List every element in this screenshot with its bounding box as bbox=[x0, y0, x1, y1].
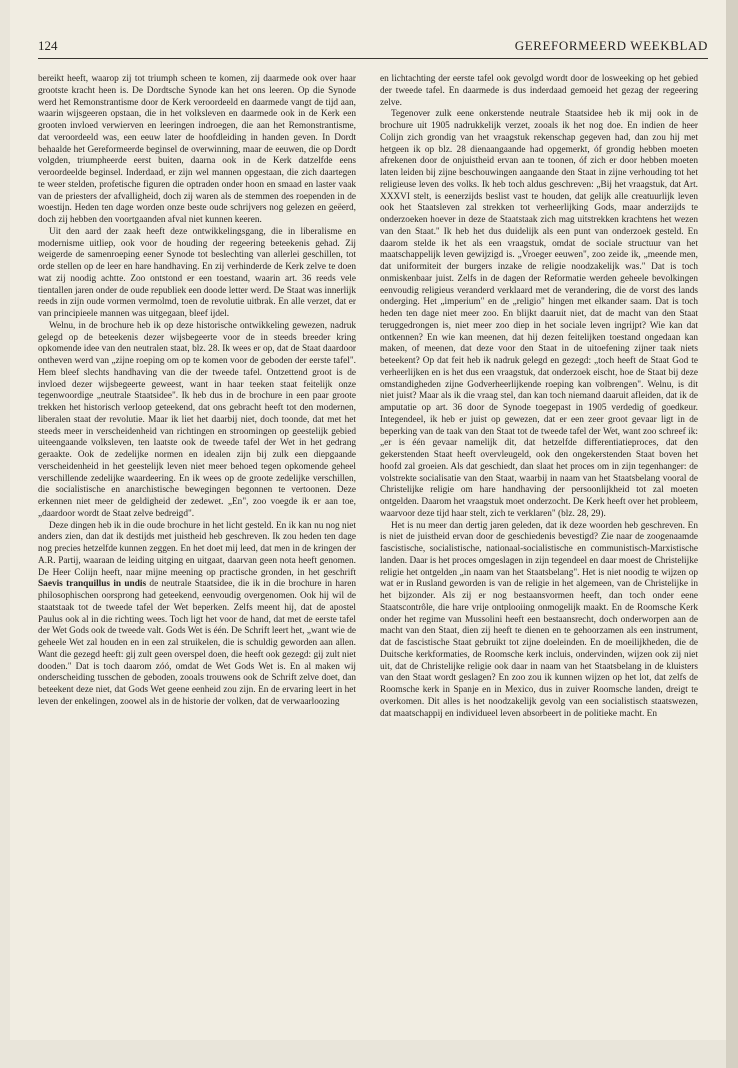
paragraph: Tegenover zulk eene onkerstende neutrale Staatsidee heb ik mij ook in de brochure uit 1905 nadrukkelijk verzet, zooals ik het nog doe. En indien de heer Colijn zich grondig van het vraagstuk rekenschap gegeven had, dan zou hij met hetgeen ik op blz. 28 dienaangaande had opgemerkt, óf grondig hebben moeten afrekenen door de onjuistheid ervan aan te toonen, óf zich er door hebben moeten laten leiden bij zijne beschouwingen aangaande den Staat in zijne verhouding tot het religieuse leven des volks. Ik heb toch aldus geschreven: „Bij het vraagstuk, dat Art. XXXVI stelt, is eenerzijds beslist vast te houden, dat gelijk alle creatuurlijk leven ook het Staatsleven zal strekken tot verheerlijking Gods, maar anderzijds te onderzoeken hoever in deze de Staatstaak zich mag uitstrekken krachtens het wezen van den Staat." Ik heb het dus duidelijk als een punt van onderzoek gesteld. En daarom stelde ik het als een vraagstuk, omdat de sociale structuur van het maatschappelijk leven gewijzigd is. „Vroeger eeuwen", zoo zeide ik, „meende men, dat uniformiteit der burgers inzake de religie noodzakelijk was." Dat is toch onmiskenbaar juist. Zelfs in de dagen der Reformatie werden geheele bevolkingen eenvoudig religieus veranderd verklaard met de verandering, die de vorst des lands onderging. Het „imperium" en de „religio" hingen met elkander saam. Dat is toch heden ten dage niet meer zoo. En blijkt daaruit niet, dat de macht van den Staat teruggedrongen is, niet meer zoo diep in het sociale leven ingrijpt? Wie kan dat ontkennen? En wie kan meenen, dat hij dezen feitelijken toestand ongedaan kan maken, of meenen, dat deze voor den Staat in de uitoefening zijner taak niets beteekent? Op dat feit heb ik nadruk gelegd en gezegd: „toch heeft de Staat God te verheerlijken en is het dus een vraagstuk, dat onderzoek eischt, hoe de Staat bij deze omstandigheden zijne Godverheerlijkende roeping kan volbrengen". Welnu, is dit niet juist? Maar als ik die vraag stel, dan kan toch niemand daaruit afleiden, dat ik de amputatie op art. 36 door de Synode toegepast in 1905 verdedig of goedkeur. Integendeel, ik heb er juist op gewezen, dat er een zeer groot gevaar ligt in de beperking van de taak van den Staat tot de tweede tafel der Wet, want zoo schreef ik: „er is één gevaar namelijk dit, dat hetzelfde differentiatieproces, dat den gekerstenden Staat heeft overvleugeld, ook den ongekerstenden Staat boven het hoofd zal groeien. Als dat geschiedt, dan slaat het proces om in zijn tegenhanger: de volstrekte socialisatie van den Staat, waarbij in naam van het Staatsbelang vooral de Christelijke religie om hare handhaving der persoonlijkheid tot zal moeten ontgelden. Daarom het vraagstuk moet onderzocht. De Kerk heeft over het probleem, waarvoor deze tijd haar stelt, zich te verklaren" (blz. 28, 29). bbox=[380, 109, 698, 519]
paragraph bbox=[38, 521, 356, 709]
page-header bbox=[38, 38, 708, 58]
paragraph: en lichtachting der eerste tafel ook gevolgd wordt door de losweeking op het gebied der tweede tafel. En daarmede is dus inderdaad gemoeid het gezag der regeering zelve. bbox=[380, 74, 698, 108]
journal-title: GEREFORMEERD WEEKBLAD bbox=[514, 38, 708, 53]
left-column bbox=[38, 74, 356, 1032]
header-rule bbox=[38, 58, 708, 59]
paragraph: bereikt heeft, waarop zij tot triumph scheen te komen, zij daarmede ook over haar grootste kracht heen is. De Dordtsche Synode kan het ons leeren. Op die Synode werd het Remonstrantisme door de Kerk veroordeeld en daarmede vangt de tijd aan, waarin wijsgeeren opstaan, die in het volksleven en daarmede ook in de Kerk een grooten invloed verwierven en leeringen indroegen, die aan het Remonstrantisme, dat veroordeeld was, een eeuw later de hoofdleiding in handen geven. In Dordt behaalde het Gereformeerde beginsel de overwinning, maar de eeuwen, die op Dordt volgden, triumpheerde eerst buiten, daarna ook in de Kerk datzelfde eens veroordeelde beginsel. Inderdaad, er zijn wel mannen opgestaan, die zich daartegen te weer stelden, profetische figuren die optraden onder hoon en smaad en laster vaak van de priesters der afvalligheid, doch zij waren als de stemmen des roependen in de woestijn. Heden ten dage worden onze beste oude schrijvers nog gelezen en geëerd, doch zij hebben den voortgaanden afval niet kunnen keeren. bbox=[38, 74, 356, 225]
paragraph: Uit den aard der zaak heeft deze ontwikkelingsgang, die in liberalisme en modernisme uitliep, ook voor de houding der regeering beteekenis gehad. Zij weigerde de samenroeping eener Synode tot beslechting van allerlei geschillen, tot orde stellen op de leer en hare handhaving. En zij verhinderde de Kerk zelve te doen wat zij noodig achtte. Zoo ontstond er een toestand, waarin art. 36 reeds vele tientallen jaren onder de oude republiek een doode letter werd. De Staat was innerlijk reeds in zijn oude vormen vermolmd, toen de revolutie uitbrak. En alle verzet, dat er van principieele mannen was uitgegaan, bleef ijdel. bbox=[38, 226, 356, 319]
publication-title: Saevis tranquillus in undis bbox=[38, 579, 147, 590]
journal-page bbox=[10, 0, 726, 1040]
paragraph-text: de neutrale Staatsidee, die ik in die brochure in haren philosophischen oorsprong had geteekend, eenvoudig overgenomen. Ook hij wil de staatstaak tot de tweede tafel der Wet beperken. Zelfs meent hij, dat de apostel Paulus ook al in die richting wees. Toch ligt het voor de hand, dat met de eerste tafel der Wet Gods ook de tweede valt. Gods Wet is één. De Schrift leert het, „want wie de geheele Wet zal houden en in een zal struikelen, die is schuldig geworden aan allen. Want die gezegd heeft: gij zult geen overspel doen, die heeft ook gezegd: gij zult niet dooden." Dat is toch daarom zóó, omdat de Wet Gods Wet is. En al maken wij onderscheiding tusschen de geboden, zooals trouwens ook de Schrift zelve doet, dan beteekent deze niet, dat Gods Wet geene eenheid zou zijn. En de ervaring leert in het leven der enkelingen, zoowel als in de historie der volken, dat de verwaarloozing bbox=[38, 579, 356, 707]
page-edge-shadow bbox=[726, 0, 738, 1068]
paragraph: Het is nu meer dan dertig jaren geleden, dat ik deze woorden heb geschreven. En is niet de juistheid ervan door de geschiedenis bevestigd? Zie naar de zoogenaamde fascistische, socialistische, nationaal-socialistische en communistisch-Marxistische landen. Daar is het proces omgeslagen in zijn tegendeel en daar moest de Christelijke religie het ontgelden „in naam van het Staatsbelang". Het is niet noodig te wijzen op wat er in Rusland geworden is van de religie in het algemeen, van de Christelijke in het bijzonder. Als zij er nog bestaansvormen heeft, dan toch onder eene Staatscontrôle, die hare vrije ontplooiing onmogelijk maakt. En de Roomsche Kerk onder het regime van Mussolini heeft een bestaansrecht, doch onderworpen aan de macht van den Staat, dien zij heeft te dienen en te gehoorzamen als een instrument, dat de fascistische Staat gebruikt tot zijne doeleinden. En de moeilijkheden, die de Duitsche kerkformaties, de Roomsche kerk incluis, ondervinden, wijzen ook zij niet uit, dat de Christelijke religie ook daar in naam van het Staatsbelang in de kluisters van den Staat wordt geslagen? En zoo zou ik kunnen wijzen op het lot, dat zelfs de Roomsche kerk in Spanje en in Mexico, dus in zuiver Roomsche landen, dreigt te overkomen. Dit alles is het noodzakelijk gevolg van een socialistisch staatswezen, dat maatschappij en individueel leven absorbeert in de politieke macht. En bbox=[380, 520, 698, 719]
paragraph-text: Deze dingen heb ik in die oude brochure in het licht gesteld. En ik kan nu nog niet anders zien, dan dat ik destijds met juistheid heb geschreven. Ik zou heden ten dage nog precies hetzelfde kunnen zeggen. En het doet mij leed, dat men in de kringen der A.R. Partij, waaraan de leiding uitging en uitgaat, daarvan geen nota heeft genomen. De Heer Colijn heeft, naar mijne meening op practische gronden, in het geschrift bbox=[38, 520, 356, 578]
page-number: 124 bbox=[38, 38, 58, 53]
right-column bbox=[380, 74, 698, 1032]
paragraph: Welnu, in de brochure heb ik op deze historische ontwikkeling gewezen, nadruk gelegd op de beteekenis dezer wijsbegeerte voor de in steeds breeder kring opkomende idee van den neutralen staat, blz. 28. Ik wees er op, dat de Staat daardoor ontheven werd van „zijne roeping om op te komen voor de geboden der eerste tafel". Hem bleef slechts handhaving van die der tweede tafel. Ontzettend groot is de invloed dezer wijsbegeerte geweest, want in haar teeken staat feitelijk onze tegenwoordige „neutrale Staatsidee". Ik heb dus in de brochure in een paar groote trekken het historisch verloop geteekend, dat ons gebracht heeft tot den modernen, liberalen staat der revolutie. Maar ik liet het daarbij niet, doch toonde, dat met het steeds meer in verscheidenheid van richtingen en stroomingen op geestelijk gebied uiteengaande volksleven, ten laatste ook de tweede tafel der Wet in het gedrang geraakte. Ook de zedelijke normen en idealen zijn bij zulk een diepgaande verscheidenheid in het geestelijk leven niet meer behoed tegen opkomende geheel verschillende zedelijke waardeering. En ik wees op de groote zedelijke verschillen, die socialistische en anarchistische bewegingen begonnen te vertoonen. Deze erkennen niet meer de geldigheid der zedewet. „En", zoo voegde ik er aan toe, „daardoor wordt de Staat zelve bedreigd". bbox=[38, 320, 356, 519]
